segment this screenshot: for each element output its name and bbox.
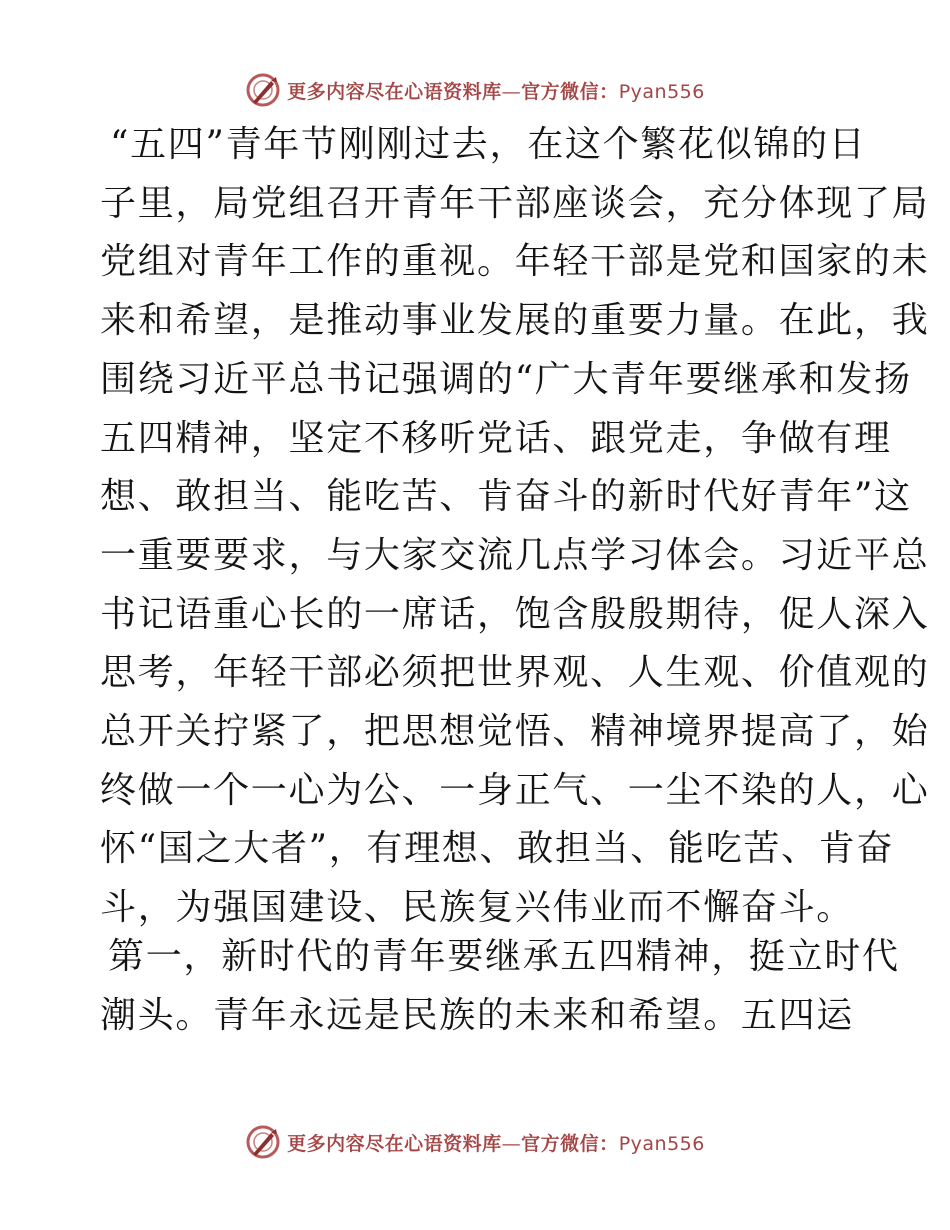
text-line: 第一，新时代的青年要继承五四精神，挺立时代: [108, 936, 900, 977]
brand-logo-icon: [245, 1124, 281, 1160]
paragraph-1: [100, 116, 930, 938]
text-line: 怀“国之大者”，有理想、敢担当、能吃苦、肯奋: [100, 828, 895, 870]
text-line: 来和希望，是推动事业发展的重要力量。在此，我: [100, 300, 930, 342]
text-line: 党组对青年工作的重视。年轻干部是党和国家的未: [100, 241, 930, 283]
header-wechat-id: Pyan556: [618, 80, 705, 103]
text-line: 子里，局党组召开青年干部座谈会，充分体现了局: [100, 182, 930, 224]
footer-banner-text: [287, 1129, 705, 1156]
header-banner-text: [287, 77, 705, 104]
text-line: 斗，为强国建设、民族复兴伟业而不懈奋斗。: [100, 887, 855, 929]
header-separator: —: [501, 80, 522, 103]
text-line: 围绕习近平总书记强调的“广大青年要继承和发扬: [100, 358, 912, 400]
footer-wechat-label: 官方微信：: [521, 1132, 619, 1155]
text-line: 五四精神，坚定不移听党话、跟党走，争做有理: [100, 417, 892, 459]
footer-banner: [0, 1122, 950, 1162]
text-line: 一重要要求，与大家交流几点学习体会。习近平总: [100, 534, 930, 576]
text-line: 总开关拧紧了，把思想觉悟、精神境界提高了，始: [100, 711, 930, 753]
footer-brand-text: 更多内容尽在心语资料库: [287, 1132, 502, 1155]
header-brand-text: 更多内容尽在心语资料库: [287, 80, 502, 103]
footer-wechat-id: Pyan556: [618, 1132, 705, 1155]
footer-separator: —: [501, 1132, 522, 1155]
text-line: 潮头。青年永远是民族的未来和希望。五四运: [100, 994, 855, 1036]
paragraph-2: [100, 928, 900, 1045]
text-line: 终做一个一心为公、一身正气、一尘不染的人，心: [100, 769, 930, 811]
text-line: 书记语重心长的一席话，饱含殷殷期待，促人深入: [100, 593, 930, 635]
text-line: 思考，年轻干部必须把世界观、人生观、价值观的: [100, 652, 930, 694]
brand-logo-icon: [245, 72, 281, 108]
text-line: 想、敢担当、能吃苦、肯奋斗的新时代好青年”这: [100, 476, 912, 518]
header-banner: [0, 70, 950, 110]
header-wechat-label: 官方微信：: [521, 80, 619, 103]
text-line: “五四”青年节刚刚过去，在这个繁花似锦的日: [110, 124, 867, 165]
